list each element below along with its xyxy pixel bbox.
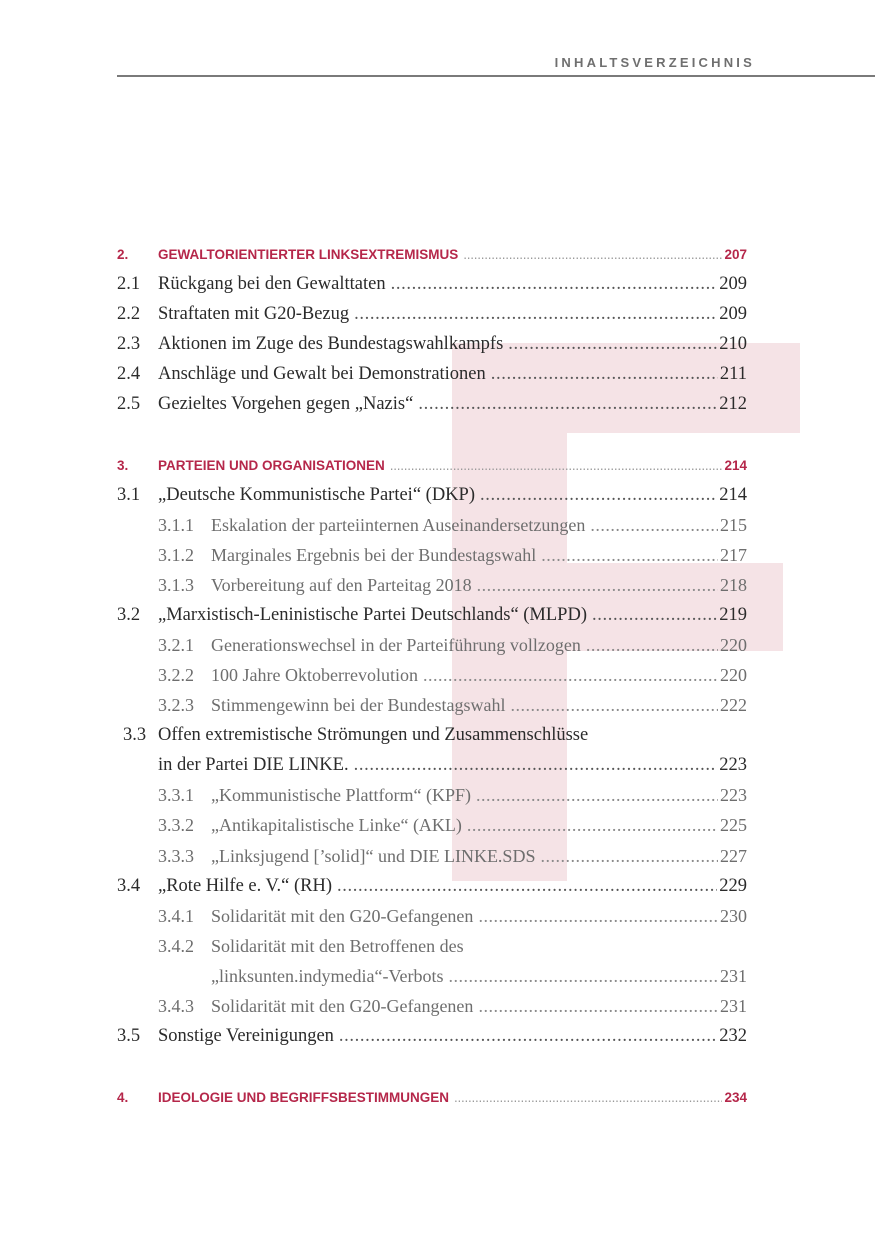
toc-title: „Antikapitalistische Linke“ (AKL) [211, 815, 462, 835]
toc-section-2-1[interactable] [0, 269, 875, 299]
toc-page: 220 [720, 665, 747, 685]
toc-number: 2.2 [117, 304, 141, 324]
dot-leader [476, 780, 718, 810]
toc-page: 231 [720, 966, 747, 986]
toc-subsection-3-2-2[interactable] [0, 660, 875, 690]
dot-leader [491, 359, 718, 389]
toc-number: 3.1.2 [158, 545, 194, 565]
toc-section-2-4[interactable] [0, 359, 875, 389]
dot-leader [423, 660, 718, 690]
toc-subsection-3-3-2[interactable] [0, 810, 875, 840]
toc-number: 3.1.3 [158, 575, 194, 595]
toc-section-2-3[interactable] [0, 329, 875, 359]
toc-number: 3.3 [123, 725, 147, 745]
dot-leader [354, 299, 717, 329]
toc-number: 2.4 [117, 364, 141, 384]
toc-number: 2.1 [117, 274, 141, 294]
toc-title: Solidarität mit den Betroffenen des [211, 936, 464, 956]
toc-section-3-1[interactable] [0, 480, 875, 510]
toc-number: 3.5 [117, 1026, 141, 1046]
toc-number: 3.2.3 [158, 695, 194, 715]
toc-number: 3.4 [117, 876, 141, 896]
toc-number: 3.1.1 [158, 515, 194, 535]
toc-title: Offen extremistische Strömungen und Zusammenschlüsse [158, 725, 589, 745]
toc-subsection-3-2-3[interactable] [0, 690, 875, 720]
toc-title: Solidarität mit den G20-Gefangenen [211, 906, 474, 926]
toc-page: 222 [720, 695, 747, 715]
toc-number: 3.4.1 [158, 906, 194, 926]
toc-title: Generationswechsel in der Parteiführung vollzogen [211, 635, 581, 655]
toc-chapter-3[interactable] [0, 451, 875, 481]
toc-number: 2. [117, 247, 129, 262]
toc-title: IDEOLOGIE UND BEGRIFFSBESTIMMUNGEN [158, 1090, 450, 1105]
toc-page: 223 [720, 785, 747, 805]
toc-title: „linksunten.indymedia“-Verbots [211, 966, 444, 986]
dot-leader [592, 600, 717, 630]
toc-number: 3.3.1 [158, 785, 194, 805]
toc-page: 214 [719, 485, 747, 505]
toc-number: 3. [117, 458, 129, 473]
toc-subsection-3-4-2[interactable] [0, 931, 875, 961]
toc-title: Stimmengewinn bei der Bundestagswahl [211, 695, 506, 715]
toc-subsection-3-4-2-continued[interactable] [0, 961, 875, 991]
toc-page: 232 [719, 1026, 747, 1046]
toc-chapter-2[interactable] [0, 240, 875, 270]
toc-page: 231 [720, 996, 747, 1016]
toc-section-3-2[interactable] [0, 600, 875, 630]
toc-page: 219 [719, 605, 747, 625]
toc-title: Sonstige Vereinigungen [158, 1026, 334, 1046]
dot-leader [480, 480, 717, 510]
dot-leader [463, 240, 722, 270]
toc-number: 2.5 [117, 394, 141, 414]
toc-subsection-3-4-1[interactable] [0, 901, 875, 931]
toc-title: „Kommunistische Plattform“ (KPF) [211, 785, 471, 805]
toc-number: 3.2 [117, 605, 141, 625]
toc-page: 209 [719, 274, 747, 294]
dot-leader [510, 690, 718, 720]
toc-title: „Deutsche Kommunistische Partei“ (DKP) [158, 485, 475, 505]
toc-subsection-3-1-3[interactable] [0, 570, 875, 600]
dot-leader [390, 451, 723, 481]
toc-number: 3.1 [117, 485, 141, 505]
toc-page: 227 [720, 846, 747, 866]
toc-subsection-3-2-1[interactable] [0, 630, 875, 660]
toc-title: Anschläge und Gewalt bei Demonstrationen [158, 364, 486, 384]
toc-number: 3.2.1 [158, 635, 194, 655]
dot-leader [540, 841, 718, 871]
toc-page: 218 [720, 575, 747, 595]
dot-leader [337, 871, 717, 901]
toc-page: 223 [719, 755, 747, 775]
toc-page: 214 [724, 458, 747, 473]
toc-title: in der Partei DIE LINKE. [158, 755, 349, 775]
toc-title: Rückgang bei den Gewalttaten [158, 274, 386, 294]
toc-section-3-4[interactable] [0, 871, 875, 901]
toc-title: Eskalation der parteiinternen Auseinandersetzungen [211, 515, 586, 535]
toc-page: 217 [720, 545, 747, 565]
toc-chapter-4[interactable] [0, 1083, 875, 1113]
dot-leader [590, 510, 718, 540]
toc-subsection-3-3-1[interactable] [0, 780, 875, 810]
toc-page: 210 [719, 334, 747, 354]
running-header: INHALTSVERZEICHNIS [554, 55, 755, 70]
dot-leader [339, 1021, 717, 1051]
toc-number: 3.4.2 [158, 936, 194, 956]
toc-title: 100 Jahre Oktoberrevolution [211, 665, 418, 685]
dot-leader [454, 1083, 722, 1113]
toc-title: Vorbereitung auf den Parteitag 2018 [211, 575, 472, 595]
dot-leader [418, 389, 717, 419]
toc-subsection-3-3-3[interactable] [0, 841, 875, 871]
toc-number: 3.2.2 [158, 665, 194, 685]
toc-subsection-3-1-1[interactable] [0, 510, 875, 540]
toc-section-3-3[interactable] [0, 720, 875, 750]
toc-page: 207 [724, 247, 747, 262]
toc-number: 3.3.3 [158, 846, 194, 866]
dot-leader [448, 961, 718, 991]
toc-section-3-5[interactable] [0, 1021, 875, 1051]
toc-title: „Rote Hilfe e. V.“ (RH) [158, 876, 332, 896]
toc-title: Solidarität mit den G20-Gefangenen [211, 996, 474, 1016]
toc-page: 229 [719, 876, 747, 896]
toc-title: Gezieltes Vorgehen gegen „Nazis“ [158, 394, 414, 414]
toc-page: 220 [720, 635, 747, 655]
toc-section-3-3-continued[interactable] [0, 750, 875, 780]
toc-page: 225 [720, 815, 747, 835]
toc-number: 3.3.2 [158, 815, 194, 835]
toc-title: Marginales Ergebnis bei der Bundestagswahl [211, 545, 537, 565]
dot-leader [541, 540, 718, 570]
toc-title: „Linksjugend [’solid]“ und DIE LINKE.SDS [211, 846, 536, 866]
toc-title: „Marxistisch-Leninistische Partei Deutschlands“ (MLPD) [158, 605, 587, 625]
toc-title: PARTEIEN UND ORGANISATIONEN [158, 458, 385, 473]
toc-page: 212 [719, 394, 747, 414]
dot-leader [467, 810, 718, 840]
dot-leader [478, 991, 718, 1021]
toc-section-2-5[interactable] [0, 389, 875, 419]
dot-leader [477, 570, 718, 600]
toc-title: Aktionen im Zuge des Bundestagswahlkampfs [158, 334, 504, 354]
dot-leader [586, 630, 718, 660]
toc-title: Straftaten mit G20-Bezug [158, 304, 350, 324]
header-rule [117, 75, 875, 77]
toc-subsection-3-4-3[interactable] [0, 991, 875, 1021]
dot-leader [478, 901, 718, 931]
dot-leader [391, 269, 718, 299]
toc-number: 2.3 [117, 334, 141, 354]
toc-page: 211 [719, 364, 747, 384]
dot-leader [508, 329, 717, 359]
toc-page: 215 [720, 515, 747, 535]
toc-page: 230 [720, 906, 747, 926]
toc-page: 209 [719, 304, 747, 324]
toc-section-2-2[interactable] [0, 299, 875, 329]
toc-subsection-3-1-2[interactable] [0, 540, 875, 570]
toc-page: 234 [724, 1090, 747, 1105]
toc-number: 4. [117, 1090, 129, 1105]
toc-title: GEWALTORIENTIERTER LINKSEXTREMISMUS [158, 247, 459, 262]
toc-number: 3.4.3 [158, 996, 194, 1016]
dot-leader [354, 750, 718, 780]
